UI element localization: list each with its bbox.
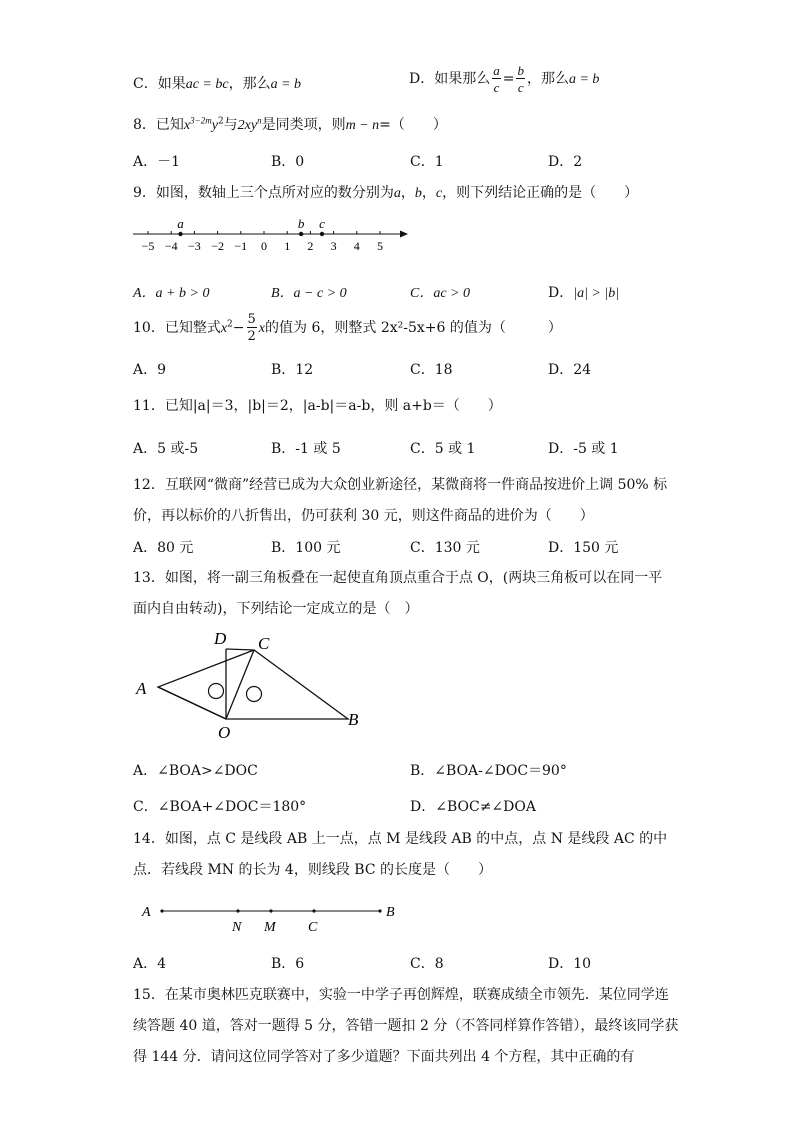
triangle-hole-circle (209, 684, 224, 699)
q7-c-equation: ac = bc (185, 77, 229, 92)
q10-x: x (220, 321, 228, 336)
q14-option-b: B．6 (271, 956, 305, 972)
q7-option-d (409, 64, 599, 94)
label-c: C (308, 920, 318, 935)
q12-option-d: D．150 元 (548, 540, 619, 556)
q8-term2: 2xy (237, 118, 258, 133)
q15-line2: 续答题 40 道，答对一题得 5 分，答错一题扣 2 分（不答同样算作答错），最终该同学获 (133, 1018, 679, 1034)
q7-option-c (133, 73, 301, 93)
point-m (269, 909, 272, 912)
q10-stem (133, 313, 562, 343)
q13-line1: 13．如图，将一副三角板叠在一起使直角顶点重合于点 O，(两块三角板可以在同一平 (133, 570, 663, 586)
q9-stem-text: 9．如图，数轴上三个点所对应的数分别为 (133, 185, 394, 201)
q15-line3: 得 144 分．请问这位同学答对了多少道题？下面共列出 4 个方程，其中正确的有 (133, 1049, 635, 1065)
q8-term2-exp: n (257, 115, 262, 126)
q12-line1: 12．互联网“微商”经营已成为大众创业新途径，某微商将一件商品按进价上调 50% 标 (133, 477, 668, 493)
q14-segment-figure (138, 898, 408, 938)
q13-option-d: D．∠BOC≠∠DOA (410, 799, 536, 815)
label-b: B (386, 905, 395, 920)
point-b (378, 909, 381, 912)
q14-option-d: D．10 (548, 956, 592, 972)
label-a: A (142, 905, 151, 920)
number-line-tick-label: 3 (330, 239, 337, 253)
q12-option-c: C．130 元 (410, 540, 480, 556)
q10-option-d: D．24 (548, 362, 592, 378)
q10-suffix: 的值为 6，则整式 2x²-5x+6 的值为（ ） (265, 320, 562, 336)
q14-option-c: C．8 (410, 956, 444, 972)
number-line-tick-label: −2 (211, 239, 224, 253)
q11-option-b: B．-1 或 5 (271, 441, 341, 457)
q13-triangle-figure (130, 622, 370, 747)
q7-d-fraction-a-over-c (492, 64, 501, 94)
segment-ao (158, 687, 226, 719)
q7-d-prefix: D．如果那么 (409, 71, 491, 87)
q9-option-d (548, 282, 619, 302)
q10-option-a: A．9 (133, 362, 167, 378)
number-line-tick-label: −4 (164, 239, 178, 253)
q13-line2: 面内自由转动)，下列结论一定成立的是（ ） (133, 601, 419, 617)
frac-den: c (493, 80, 500, 95)
q7-d-fraction-b-over-c (516, 64, 525, 94)
q9-d-expr: |a| > |b| (573, 286, 620, 301)
q9-option-b: B．a − c > 0 (271, 286, 347, 301)
number-line-tick-label: −3 (188, 239, 201, 253)
q7-c-result: a = b (270, 77, 302, 92)
q10-minus: − (232, 320, 245, 336)
q12-line2: 价，再以标价的八折售出，仍可获利 30 元，则这件商品的进价为（ ） (133, 508, 594, 524)
number-line-point-c (320, 232, 324, 236)
q13-option-c: C．∠BOA+∠DOC＝180° (133, 799, 307, 815)
frac-num: a (493, 63, 500, 78)
q9-var-c: c (435, 186, 443, 201)
segment-dc (226, 649, 254, 650)
number-line-tick-label: 0 (261, 239, 267, 253)
q8-term1-exp: 3−2m (190, 115, 212, 126)
number-line-point-a (178, 232, 182, 236)
label-m: M (264, 920, 276, 935)
q13-option-b: B．∠BOA-∠DOC＝90° (410, 763, 567, 779)
q8-term1-yexp: 2 (217, 116, 224, 127)
q10-prefix: 10．已知整式 (133, 320, 221, 336)
q8-option-d: D．2 (548, 154, 583, 170)
label-a: A (136, 679, 147, 698)
number-line-tick-label: −5 (141, 239, 155, 253)
number-line-arrow-icon (400, 231, 408, 238)
q8-stem (133, 114, 447, 134)
segment-oc (226, 650, 254, 719)
q9-d-prefix: D． (548, 285, 574, 301)
q7-d-result: a = b (568, 72, 600, 87)
q9-var-b: b (414, 186, 422, 201)
number-line-point-label-b: b (297, 216, 305, 231)
label-n: N (232, 920, 242, 935)
label-d: D (214, 629, 227, 648)
label-c: C (258, 634, 270, 653)
q8-term1-base: x (183, 118, 191, 133)
q8-option-a: A．－1 (133, 154, 181, 170)
segment-ad-hidden (158, 649, 226, 687)
frac-den: c (517, 80, 524, 95)
q10-x2: x (258, 321, 266, 336)
q8-mid: 与 (223, 117, 238, 133)
q13-option-a: A．∠BOA>∠DOC (133, 763, 258, 779)
number-line-tick-label: −1 (234, 239, 248, 253)
number-line-point-label-a: a (177, 216, 184, 231)
label-b: B (348, 710, 359, 729)
q15-line1: 15．在某市奥林匹克联赛中，实验一中学子再创辉煌，联赛成绩全市领先．某位同学连 (133, 987, 669, 1003)
q11-option-a: A．5 或-5 (133, 441, 199, 457)
q8-term1-y: y (211, 118, 218, 133)
q12-option-b: B．100 元 (271, 540, 341, 556)
label-o: O (218, 723, 231, 742)
q14-option-a: A．4 (133, 956, 167, 972)
frac-num: b (517, 63, 524, 78)
q14-line1: 14．如图，点 C 是线段 AB 上一点，点 M 是线段 AB 的中点，点 N 是线段 AC 的中 (133, 831, 668, 847)
q9-option-c: C．ac > 0 (410, 286, 470, 301)
q9-stem-end: ，则下列结论正确的是（ ） (442, 185, 639, 201)
q9-var-a: a (393, 186, 401, 201)
q8-option-b: B．0 (271, 154, 305, 170)
triangle-hole-circle (247, 687, 262, 702)
number-line-tick-label: 2 (307, 239, 314, 253)
point-c (312, 909, 315, 912)
number-line-point-label-c: c (319, 216, 325, 231)
q8-prefix: 8．已知 (133, 117, 184, 133)
q7-c-mid: ，那么 (228, 76, 271, 92)
frac-den: 2 (247, 329, 256, 344)
q8-end: =（ ） (379, 117, 447, 133)
q9-number-line (128, 210, 413, 255)
q10-option-c: C．18 (410, 362, 453, 378)
q10-x-exp: 2 (227, 319, 233, 330)
q11-stem: 11．已知|a|＝3，|b|＝2，|a-b|＝a-b，则 a+b＝（ ） (133, 398, 502, 414)
number-line-point-b (299, 232, 303, 236)
q14-line2: 点．若线段 MN 的长为 4，则线段 BC 的长度是（ ） (133, 862, 493, 878)
number-line-tick-label: 4 (353, 239, 360, 253)
number-line-points (177, 216, 325, 236)
frac-num: 5 (247, 312, 256, 327)
q9-stem: 9．如图，数轴上三个点所对应的数分别为a，b，c，则下列结论正确的是（ ） (133, 185, 639, 201)
q10-fraction (247, 313, 257, 343)
triangle-aob (158, 650, 348, 719)
number-line-tick-label: 5 (377, 239, 383, 253)
point-a (160, 909, 163, 912)
q8-suffix: 是同类项，则 (261, 117, 346, 133)
q7-d-mid: ，那么 (526, 71, 569, 87)
q12-option-a: A．80 元 (133, 540, 194, 556)
q11-option-d: D．-5 或 1 (548, 441, 619, 457)
point-n (236, 909, 239, 912)
q7-c-prefix: C．如果 (133, 76, 186, 92)
q9-option-a: A．a + b > 0 (133, 286, 210, 301)
q8-option-c: C．1 (410, 154, 444, 170)
q7-d-equals: = (502, 71, 515, 87)
q11-option-c: C．5 或 1 (410, 441, 476, 457)
q8-expr: m − n (345, 118, 380, 133)
number-line-tick-label: 1 (284, 239, 291, 253)
q10-option-b: B．12 (271, 362, 314, 378)
